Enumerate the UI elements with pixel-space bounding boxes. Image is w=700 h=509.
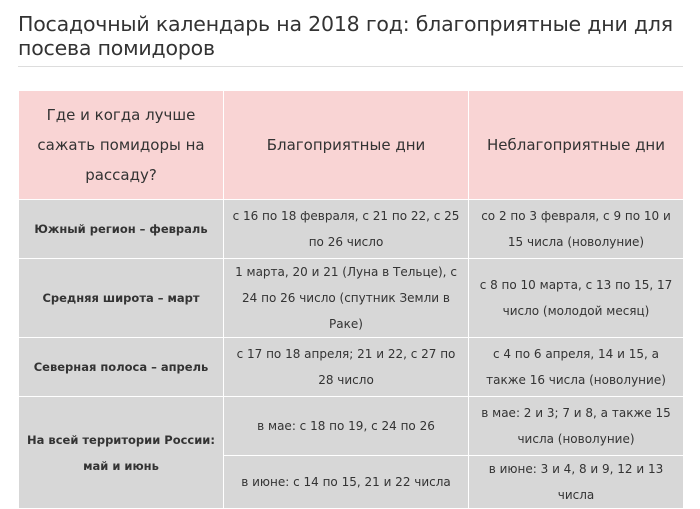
favorable-cell: с 16 по 18 февраля, с 21 по 22, с 25 по 26 число: [224, 200, 469, 259]
table-header-row: [19, 91, 684, 200]
favorable-cell-june: в июне: с 14 по 15, 21 и 22 числа: [224, 456, 469, 509]
region-cell: Южный регион – февраль: [19, 200, 224, 259]
region-cell: На всей территории России: май и июнь: [19, 397, 224, 509]
table-row: [19, 397, 684, 456]
table-row: [19, 200, 684, 259]
table-row: [19, 259, 684, 338]
article-title: Посадочный календарь на 2018 год: благоприятные дни для посева помидоров: [18, 12, 673, 60]
planting-calendar-table: [18, 90, 684, 509]
unfavorable-cell: со 2 по 3 февраля, с 9 по 10 и 15 числа (новолуние): [469, 200, 684, 259]
title-divider: [18, 66, 683, 67]
table-row: [19, 338, 684, 397]
unfavorable-cell-may: в мае: 2 и 3; 7 и 8, а также 15 числа (новолуние): [469, 397, 684, 456]
unfavorable-cell-june: в июне: 3 и 4, 8 и 9, 12 и 13 числа: [469, 456, 684, 509]
unfavorable-cell: с 4 по 6 апреля, 14 и 15, а также 16 числа (новолуние): [469, 338, 684, 397]
favorable-cell: с 17 по 18 апреля; 21 и 22, с 27 по 28 число: [224, 338, 469, 397]
unfavorable-cell: с 8 по 10 марта, с 13 по 15, 17 число (молодой месяц): [469, 259, 684, 338]
header-where-when: Где и когда лучше сажать помидоры на рассаду?: [19, 91, 224, 200]
region-cell: Северная полоса – апрель: [19, 338, 224, 397]
region-cell: Средняя широта – март: [19, 259, 224, 338]
favorable-cell-may: в мае: с 18 по 19, с 24 по 26: [224, 397, 469, 456]
header-favorable-days: Благоприятные дни: [224, 91, 469, 200]
header-unfavorable-days: Неблагоприятные дни: [469, 91, 684, 200]
favorable-cell: 1 марта, 20 и 21 (Луна в Тельце), с 24 по 26 число (спутник Земли в Раке): [224, 259, 469, 338]
